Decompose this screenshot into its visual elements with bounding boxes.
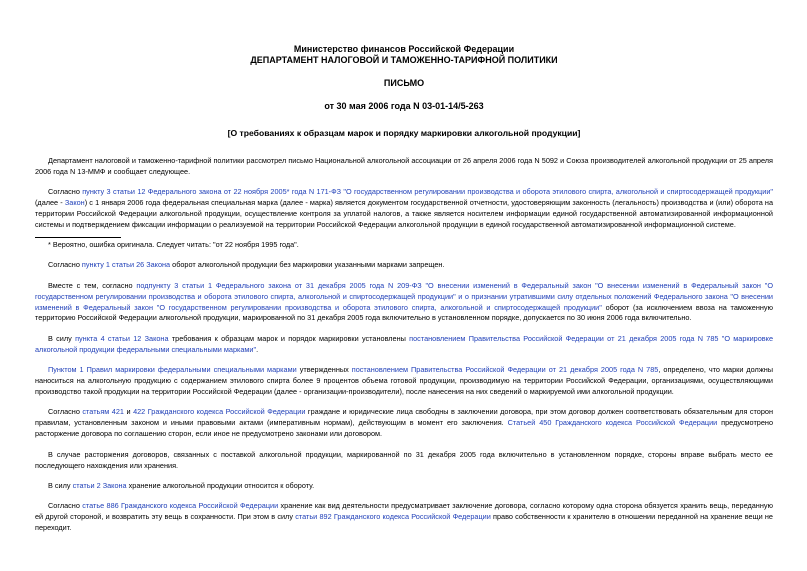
law-link-article-2[interactable]: статьи 2 Закона	[72, 480, 127, 490]
text-run: предусмотрено расторжение договора по соглашению сторон, если иное не предусмотрено законами или договором.	[35, 418, 773, 439]
text-run: Согласно	[48, 187, 83, 197]
paragraph-9	[35, 481, 773, 492]
paragraph-8	[35, 450, 773, 472]
paragraph-1	[35, 156, 773, 178]
footnote: * Вероятно, ошибка оригинала. Следует читать: "от 22 ноября 1995 года".	[48, 239, 299, 249]
paragraph-7	[35, 407, 773, 440]
text-run: оборот (за исключением ввоза на таможенную территорию Российской Федерации алкогольной продукции, маркированной по 31 декабря 2005 года включительно в установленном порядке, допускается по 30 июня 2006 года включительно.	[35, 302, 773, 323]
law-link-209fz[interactable]: подпункту 3 статьи 1 Федерального закона от 31 декабря 2005 года N 209-ФЗ "О внесении изменений в Федеральный закон "О внесении изменений в Федеральный закон "О государственном регулировании производства и оборота этилового спирта, алкогольной и спиртосодержащей продукции" и о признании утратившими силу отдельных положений Федерального закона "О внесении изменений в Федеральный закон "О государственном регулировании производства и оборота этилового спирта, алкогольной и спиртосодержащей продукции"	[35, 280, 773, 312]
law-link-zakon[interactable]: Закон	[64, 198, 85, 208]
text-run: хранение алкогольной продукции относится к обороту.	[126, 480, 315, 490]
paragraph-6	[35, 365, 773, 398]
text-run: Департамент налоговой и таможенно-тарифной политики рассмотрел письмо Национальной алкогольной ассоциации от 26 апреля 2006 года N 5092 и Союза производителей алкогольной продукции от 25 апреля 2006 года N 13-ММФ и сообщает следующее.	[35, 156, 773, 176]
footnote-divider	[35, 237, 121, 238]
text-run: (далее -	[35, 198, 65, 208]
text-run: утвержденных	[296, 365, 352, 375]
text-run: Согласно	[48, 501, 83, 511]
text-run: Вместе с тем, согласно	[48, 280, 137, 290]
law-link-article-422[interactable]: 422 Гражданского кодекса Российской Федерации	[133, 407, 306, 417]
paragraph-3	[35, 260, 773, 271]
text-run: .	[256, 344, 259, 354]
text-run: , определено, что марки должны наноситься на алкогольную продукцию с содержанием этилового спирта более 9 процентов объема готовой продукции, производимую на территории Российской Федерации, организациями, осуществляющими производство такой продукции на территории Российской Федерации (далее - организации-производители), после нанесения на них сведений о маркируемой ими алкогольной продукции.	[35, 365, 773, 396]
document-header	[35, 44, 773, 112]
law-link-marking-rules[interactable]: Пунктом 1 Правил маркировки федеральными специальными марками	[48, 365, 297, 375]
law-link-resolution-785-b[interactable]: постановлением Правительства Российской Федерации от 21 декабря 2005 года N 785	[351, 365, 659, 375]
law-link-article-12[interactable]: пункта 4 статьи 12 Закона	[75, 333, 169, 343]
text-run: граждане и юридические лица свободны в заключении договора, при этом договор должен соответствовать обязательным для сторон правилам, установленным законом и иными правовыми актами (императивным нормам), действующим в момент его заключения.	[35, 407, 774, 428]
law-link-171fz[interactable]: пункту 3 статьи 12 Федерального закона от 22 ноября 2005* года N 171-ФЗ "О государственном регулировании производства и оборота этилового спирта, алкогольной и спиртосодержащей продукции"	[82, 187, 773, 197]
text-run: Согласно	[48, 407, 83, 417]
text-run: требования к образцам марок и порядок маркировки установлены	[168, 333, 410, 343]
law-link-article-421[interactable]: статьям 421	[82, 407, 124, 417]
text-run: В случае расторжения договоров, связанных с поставкой алкогольной продукции, маркированной по 31 декабря 2005 года включительно в установленном порядке, стороны вправе выбрать место ее последующего нахождения или хранения.	[35, 449, 773, 470]
law-link-resolution-785[interactable]: постановлением Правительства Российской Федерации от 21 декабря 2005 года N 785 "О маркировке алкогольной продукции федеральными специальными марками"	[35, 333, 774, 354]
law-link-article-450[interactable]: Статьей 450 Гражданского кодекса Российской Федерации	[507, 418, 718, 428]
paragraph-2	[35, 187, 773, 231]
text-run: В силу	[48, 480, 73, 490]
paragraph-5	[35, 334, 773, 356]
paragraph-4	[35, 281, 773, 325]
paragraph-10	[35, 501, 773, 534]
law-link-article-892[interactable]: статьи 892 Гражданского кодекса Российской Федерации	[295, 512, 491, 522]
department-title: ДЕПАРТАМЕНТ НАЛОГОВОЙ И ТАМОЖЕННО-ТАРИФНОЙ ПОЛИТИКИ	[250, 55, 558, 65]
ministry-title: Министерство финансов Российской Федерации	[293, 44, 515, 54]
text-run: В силу	[48, 333, 76, 343]
text-run: право собственности к хранителю в отношении переданной на хранение вещи не переходит.	[35, 512, 773, 533]
document-body	[35, 44, 773, 534]
law-link-article-26[interactable]: пункту 1 статьи 26 Закона	[81, 260, 171, 270]
law-link-article-886[interactable]: статье 886 Гражданского кодекса Российской Федерации	[82, 501, 279, 511]
text-run: ) с 1 января 2006 года федеральная специальная марка (далее - марка) является документом государственной отчетности, удостоверяющим законность (легальность) производства и (или) оборота на территории Российской Федерации алкогольной продукции, осуществление контроля за уплатой налогов, а также является носителем информации единой государственной автоматизированной информационной системы и подтверждением фиксации информации о реализуемой на территории Российской Федерации алкогольной продукции в единой государственной автоматизированной информационной системе.	[35, 198, 773, 230]
document-number-date: от 30 мая 2006 года N 03-01-14/5-263	[324, 101, 484, 111]
text-run: хранение как вид деятельности предусматривает заключение договора, согласно которому одна сторона обязуется хранить вещь, переданную ей другой стороной, и возвратить эту вещь в сохранности. При этом в силу	[35, 501, 773, 522]
document-type: ПИСЬМО	[383, 78, 425, 88]
text-run: и	[123, 407, 134, 417]
text-run: Согласно	[48, 260, 82, 270]
document-subject: [О требованиях к образцам марок и порядку маркировки алкогольной продукции]	[227, 128, 581, 138]
text-run: оборот алкогольной продукции без маркировки указанными марками запрещен.	[170, 260, 445, 270]
